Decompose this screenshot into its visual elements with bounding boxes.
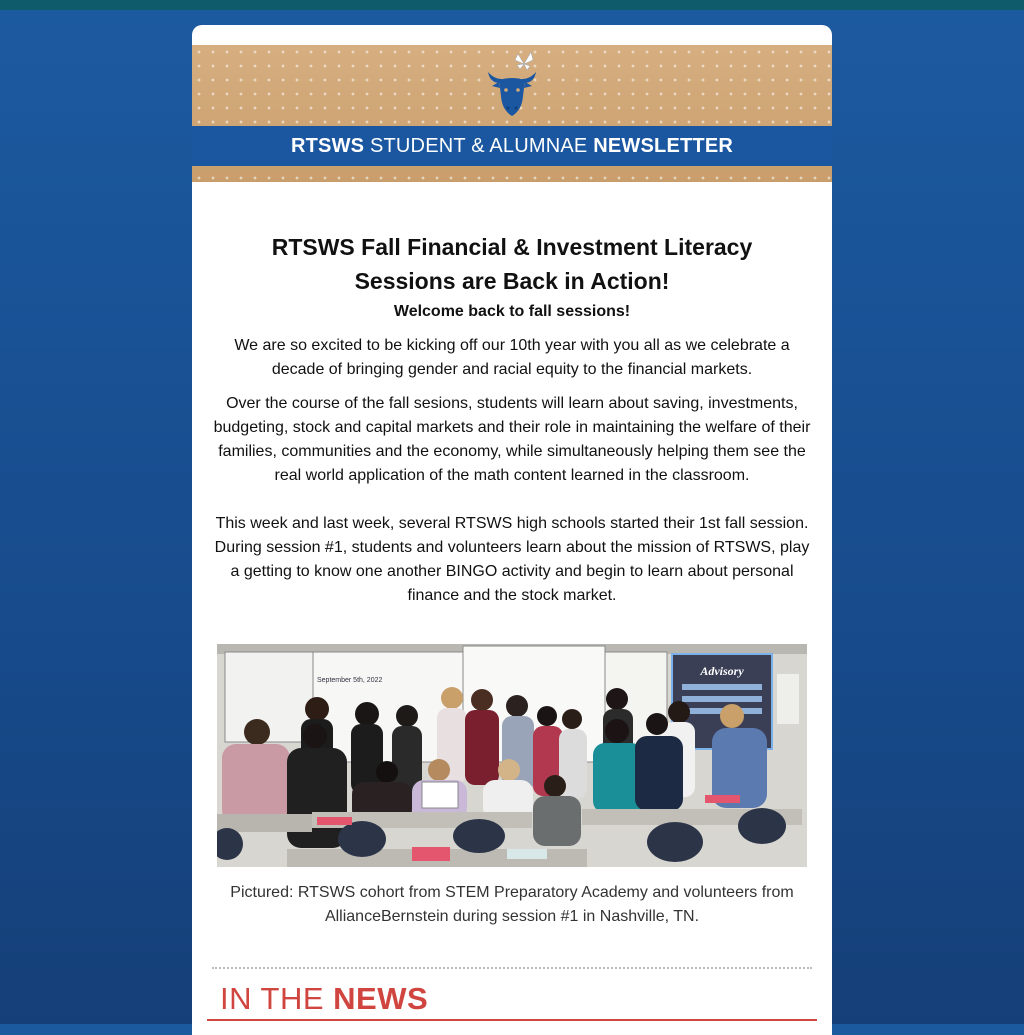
group-photo — [217, 644, 807, 867]
article-paragraph-1: We are so excited to be kicking off our 10th year with you all as we celebrate a decade of bringing gender and racial equity to the financial markets. — [234, 337, 790, 378]
top-bar — [0, 0, 1024, 10]
advisory-sign-text: Advisory — [700, 664, 744, 678]
news-heading-bold: NEWS — [333, 981, 429, 1016]
newsletter-title — [192, 126, 832, 166]
article-title-line1: RTSWS Fall Financial & Investment Literacy — [271, 234, 753, 260]
title-middle: STUDENT & ALUMNAE — [369, 135, 588, 157]
newsletter-banner — [192, 45, 832, 182]
article-title-line2: Sessions are Back in Action! — [354, 268, 670, 294]
board-date-text: September 5th, 2022 — [317, 677, 383, 684]
bull-logo-icon — [484, 50, 540, 120]
org-name: RTSWS — [290, 135, 365, 157]
article — [208, 230, 816, 608]
title-end: NEWSLETTER — [593, 135, 734, 157]
article-paragraph-3: This week and last week, several RTSWS high schools started their 1st fall session. During session #1, students and volunteers learn about the mission of RTSWS, play a getting to know one another BINGO activity and begin to learn about personal finance and the stock market. — [214, 515, 810, 604]
newsletter-card — [192, 25, 832, 1035]
news-underline — [207, 1019, 817, 1021]
news-heading-light: IN THE — [220, 981, 334, 1016]
in-the-news-heading — [220, 981, 428, 1017]
article-paragraph-2: Over the course of the fall sesions, students will learn about saving, investments, budgeting, stock and capital markets and their role in maintaining the welfare of their families, communities and the economy, while simultaneously helping them see the real world application of the math content learned in the classroom. — [213, 395, 811, 484]
article-title — [208, 230, 816, 298]
section-divider — [212, 967, 812, 969]
photo-caption: Pictured: RTSWS cohort from STEM Preparatory Academy and volunteers from AllianceBernstein during session #1 in Nashville, TN. — [230, 884, 794, 925]
article-subtitle: Welcome back to fall sessions! — [393, 303, 631, 320]
